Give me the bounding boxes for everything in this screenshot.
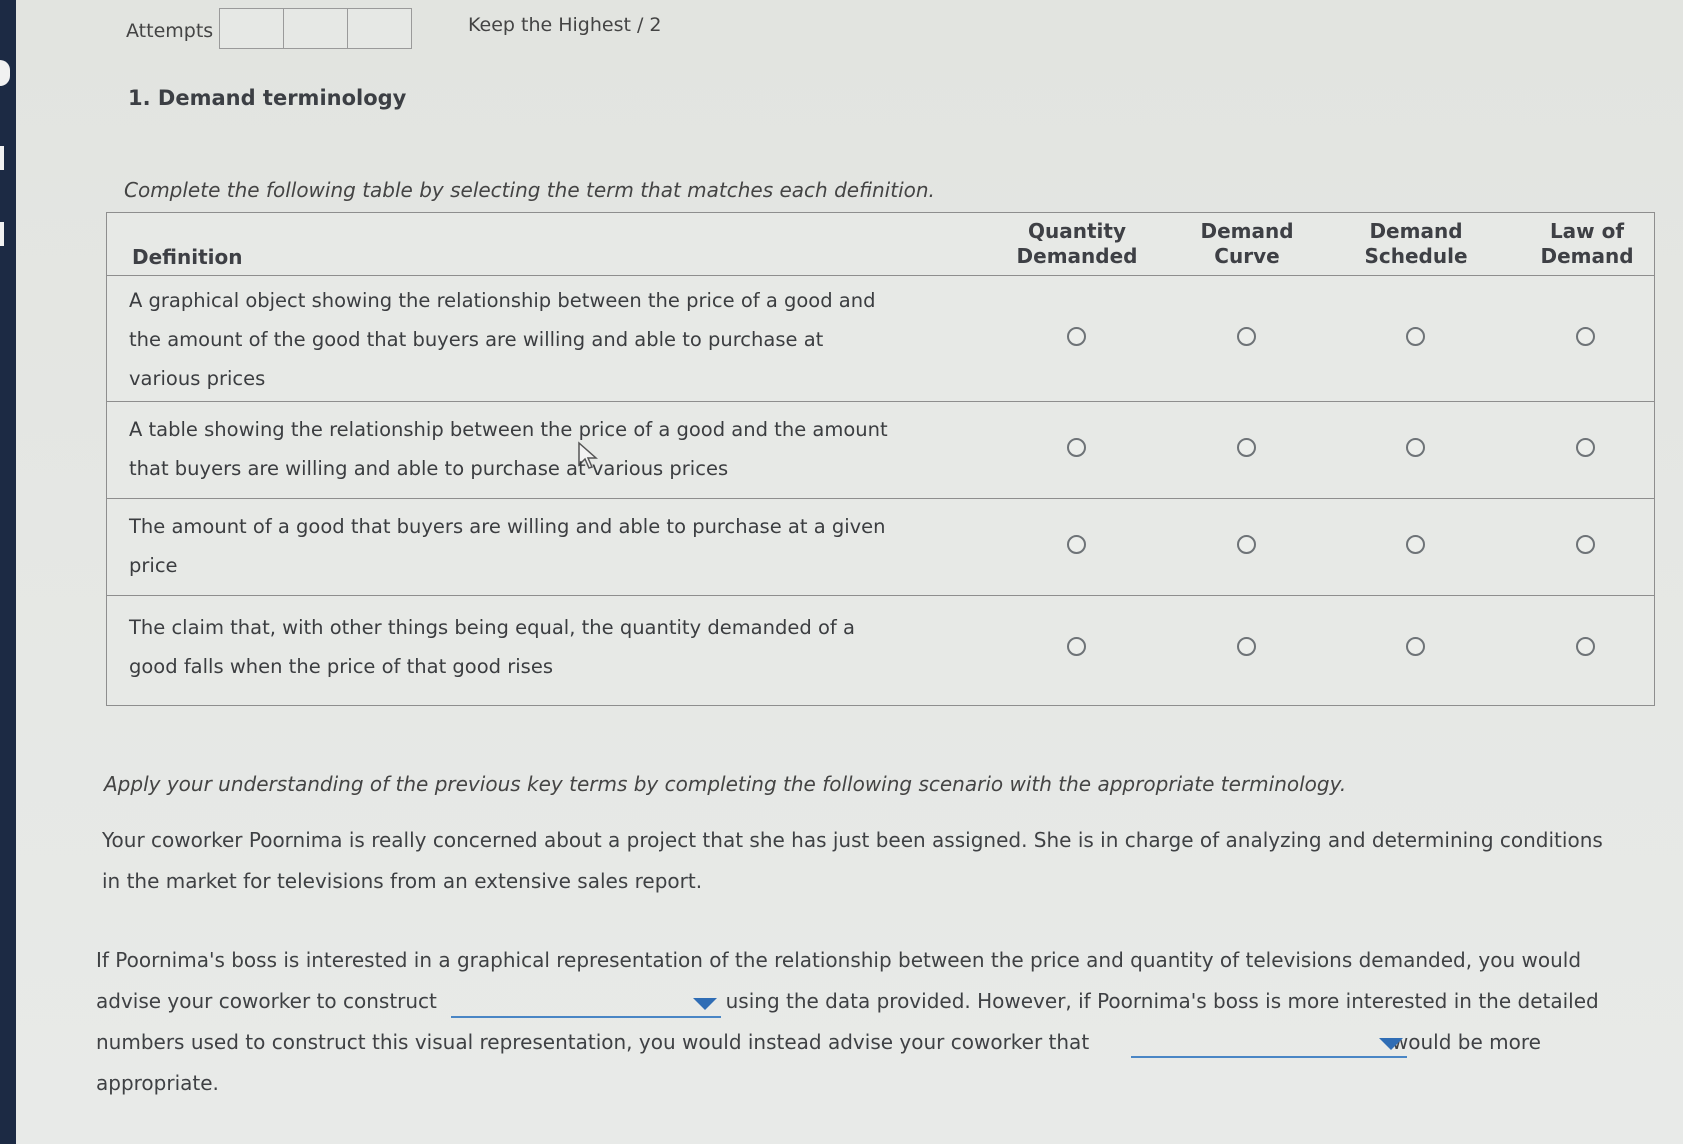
radio-demand-schedule[interactable] <box>1406 637 1425 656</box>
column-header-quantity-demanded <box>987 213 1167 275</box>
radio-law-of-demand[interactable] <box>1576 438 1595 457</box>
definition-line: A table showing the relationship between the price of a good and the amount <box>129 418 888 441</box>
table-row <box>107 275 1654 402</box>
radio-quantity-demanded[interactable] <box>1067 327 1086 346</box>
definition-line: various prices <box>129 367 266 390</box>
definition-line: The amount of a good that buyers are willing and able to purchase at a given <box>129 515 886 538</box>
dropdown-graphical-term[interactable] <box>451 990 721 1018</box>
radio-demand-curve[interactable] <box>1237 438 1256 457</box>
chevron-down-icon <box>1379 1038 1403 1050</box>
table-row <box>107 401 1654 499</box>
definition-text <box>129 281 909 398</box>
terms-table <box>106 212 1655 706</box>
radio-law-of-demand[interactable] <box>1576 535 1595 554</box>
column-header-line: Demand <box>1369 219 1463 243</box>
attempts-label: Attempts <box>126 20 214 42</box>
definition-line: the amount of the good that buyers are willing and able to purchase at <box>129 328 824 351</box>
scenario-line: in the market for televisions from an extensive sales report. <box>102 869 703 893</box>
column-header-demand-schedule <box>1326 213 1506 275</box>
definition-line: The claim that, with other things being equal, the quantity demanded of a <box>129 616 855 639</box>
paragraph-line <box>96 981 1599 1022</box>
definition-line: price <box>129 554 178 577</box>
attempt-box <box>347 8 412 49</box>
radio-quantity-demanded[interactable] <box>1067 438 1086 457</box>
definition-text <box>129 410 909 488</box>
column-header-line: Demand <box>1200 219 1294 243</box>
radio-demand-curve[interactable] <box>1237 535 1256 554</box>
column-header-demand-curve <box>1157 213 1337 275</box>
radio-demand-schedule[interactable] <box>1406 438 1425 457</box>
side-marker <box>0 222 4 246</box>
paragraph-text: would be more <box>1391 1030 1541 1054</box>
question-title: 1. Demand terminology <box>128 86 407 110</box>
definition-line: good falls when the price of that good rises <box>129 655 553 678</box>
radio-demand-curve[interactable] <box>1237 637 1256 656</box>
table-row <box>107 595 1654 703</box>
definition-text <box>129 507 909 585</box>
paragraph-text: numbers used to construct this visual representation, you would instead advise your coworker that <box>96 1030 1090 1054</box>
grading-policy: Keep the Highest / 2 <box>468 14 662 36</box>
definition-line: A graphical object showing the relationship between the price of a good and <box>129 289 876 312</box>
paragraph-line: appropriate. <box>96 1071 219 1095</box>
column-header-law-of-demand <box>1497 213 1677 275</box>
paragraph-text: using the data provided. However, if Poornima's boss is more interested in the detailed <box>725 989 1599 1013</box>
column-header-line: Curve <box>1214 244 1280 268</box>
table-header <box>107 213 1654 276</box>
radio-law-of-demand[interactable] <box>1576 637 1595 656</box>
definition-column-header: Definition <box>132 245 243 269</box>
column-header-line: Demand <box>1540 244 1634 268</box>
scenario-instructions: Apply your understanding of the previous key terms by completing the following scenario with the appropriate terminology. <box>104 772 1347 796</box>
definition-line: that buyers are willing and able to purchase at various prices <box>129 457 729 480</box>
assignment-page <box>16 0 1683 1144</box>
radio-demand-schedule[interactable] <box>1406 535 1425 554</box>
radio-law-of-demand[interactable] <box>1576 327 1595 346</box>
column-header-line: Schedule <box>1364 244 1468 268</box>
question-instructions: Complete the following table by selecting the term that matches each definition. <box>124 178 935 202</box>
radio-quantity-demanded[interactable] <box>1067 637 1086 656</box>
side-marker <box>0 146 4 170</box>
radio-quantity-demanded[interactable] <box>1067 535 1086 554</box>
attempt-box <box>283 8 348 49</box>
definition-text <box>129 608 909 686</box>
collapse-handle-icon[interactable] <box>0 60 10 86</box>
column-header-line: Law of <box>1549 219 1625 243</box>
column-header-line: Demanded <box>1016 244 1138 268</box>
scenario-line: Your coworker Poornima is really concerned about a project that she has just been assigned. She is in charge of analyzing and determining conditions <box>102 828 1603 852</box>
radio-demand-schedule[interactable] <box>1406 327 1425 346</box>
attempt-box <box>219 8 284 49</box>
attempt-indicators <box>219 8 411 49</box>
chevron-down-icon <box>693 998 717 1010</box>
radio-demand-curve[interactable] <box>1237 327 1256 346</box>
table-row <box>107 498 1654 596</box>
paragraph-line: If Poornima's boss is interested in a graphical representation of the relationship between the price and quantity of televisions demanded, you would <box>96 948 1582 972</box>
column-header-line: Quantity <box>1028 219 1126 243</box>
left-window-strip <box>0 0 16 1144</box>
scenario-context <box>102 820 1662 902</box>
dropdown-numeric-term[interactable] <box>1131 1030 1407 1058</box>
paragraph-text: advise your coworker to construct <box>96 989 437 1013</box>
